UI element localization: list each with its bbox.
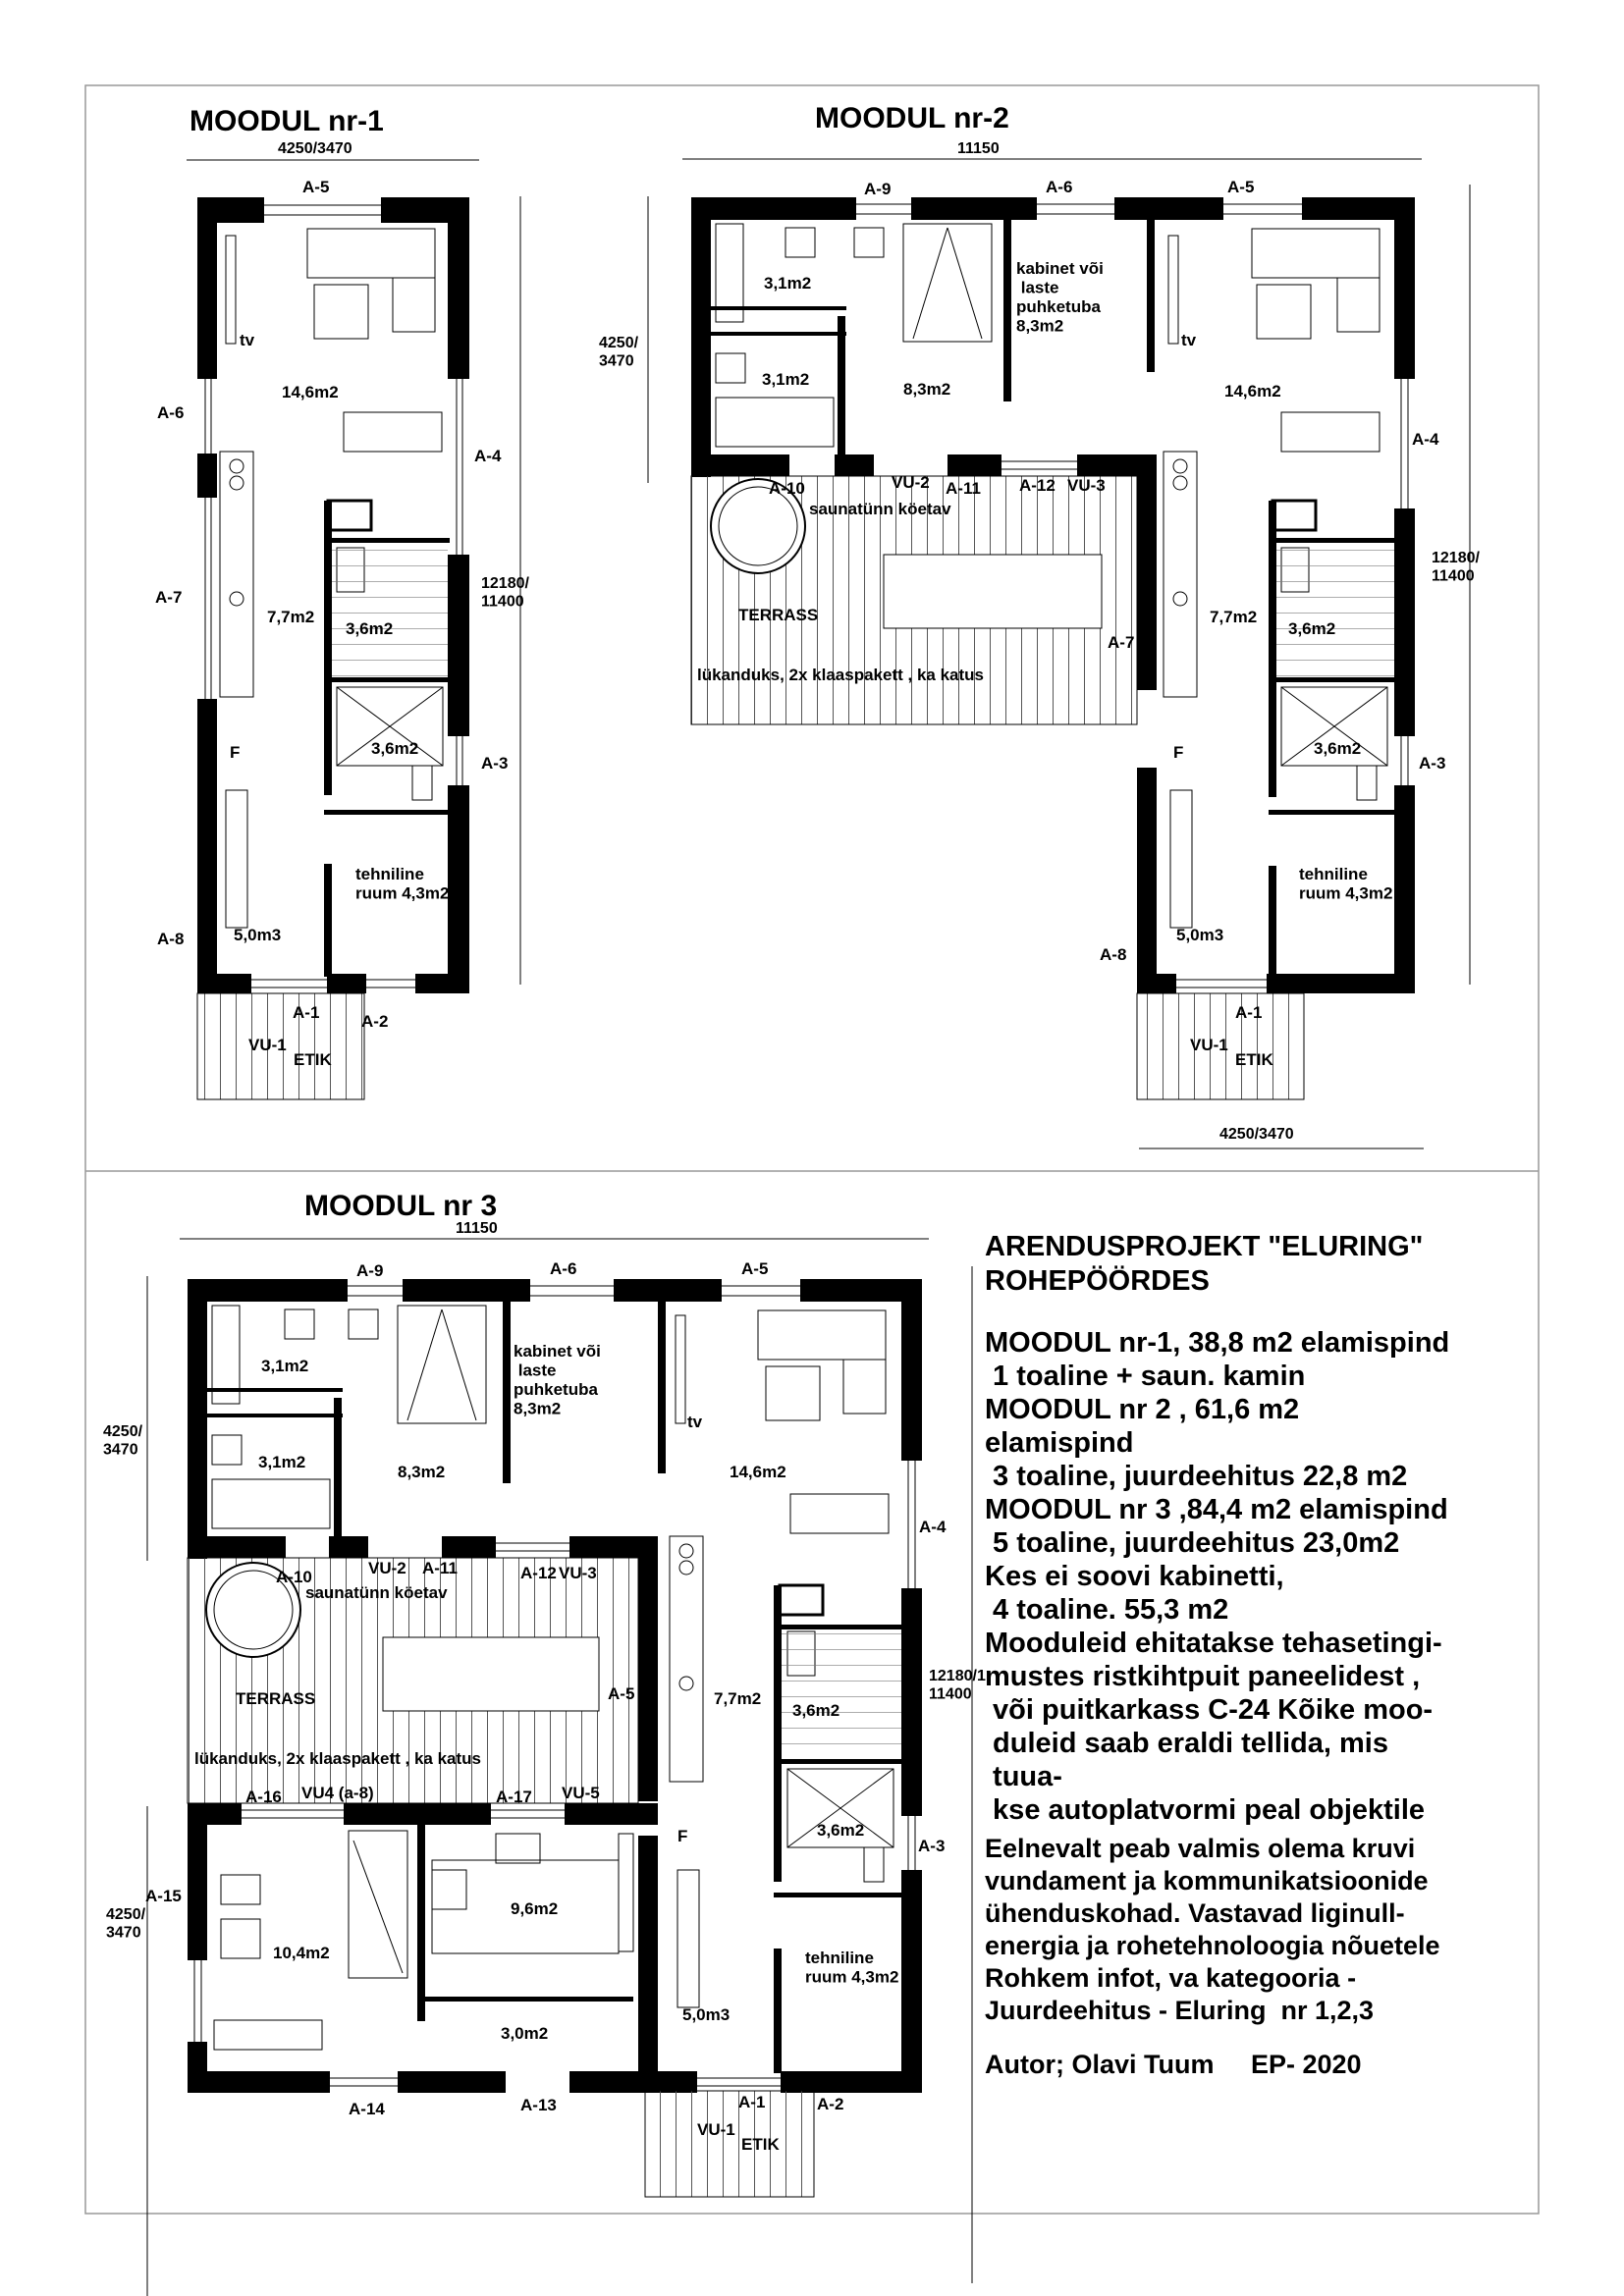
svg-text:A-10: A-10 [276, 1568, 312, 1586]
module-2-dim-bottom: 4250/3470 [1219, 1126, 1294, 1143]
desc-line: 3 toaline, juurdeehitus 22,8 m2 [985, 1461, 1408, 1492]
desc-line: Juurdeehitus - Eluring nr 1,2,3 [985, 1996, 1375, 2025]
module-1-door-vu1: VU-1 [248, 1036, 287, 1054]
svg-text:VU-1: VU-1 [697, 2120, 735, 2139]
svg-text:9,6m2: 9,6m2 [511, 1899, 559, 1918]
desc-line: või puitkarkass C-24 Kõike moo- [985, 1694, 1434, 1726]
svg-text:A-16: A-16 [245, 1788, 282, 1806]
desc-line: 5 toaline, juurdeehitus 23,0m2 [985, 1527, 1400, 1559]
svg-text:A-1: A-1 [738, 2093, 766, 2111]
svg-text:3,6m2: 3,6m2 [371, 739, 419, 758]
svg-text:5,0m3: 5,0m3 [234, 926, 282, 944]
svg-text:3,6m2: 3,6m2 [346, 619, 394, 638]
module-3-terrace-label: TERRASS [236, 1689, 316, 1708]
module-2-sauna-label: saunatünn köetav [809, 500, 951, 518]
svg-text:3,1m2: 3,1m2 [261, 1357, 309, 1375]
module-1-title: MOODUL nr-1 [189, 105, 384, 137]
desc-line: energia ja rohetehnoloogia nõuetele [985, 1931, 1440, 1960]
module-2-dim-right: 12180/ 11400 [1432, 550, 1480, 585]
desc-line: 1 toaline + saun. kamin [985, 1361, 1306, 1392]
svg-text:A-14: A-14 [349, 2100, 385, 2118]
module-3-porch [645, 2091, 814, 2197]
svg-text:7,7m2: 7,7m2 [714, 1689, 762, 1708]
svg-text:8,3m2: 8,3m2 [903, 380, 951, 399]
svg-text:A-13: A-13 [520, 2096, 557, 2114]
svg-text:A-5: A-5 [1227, 178, 1255, 196]
svg-text:14,6m2: 14,6m2 [1224, 382, 1281, 400]
desc-line: Rohkem infot, va kategooria - [985, 1963, 1357, 1993]
svg-text:A-7: A-7 [155, 588, 183, 607]
svg-text:A-5: A-5 [608, 1684, 635, 1703]
desc-line: duleid saab eraldi tellida, mis [985, 1728, 1388, 1759]
module-3-plan [103, 1190, 986, 2296]
svg-text:tehnilineruum 4,3m2: tehniline ruum 4,3m2 [355, 865, 450, 903]
svg-text:F: F [677, 1827, 688, 1845]
svg-text:A-6: A-6 [157, 403, 185, 422]
module-2-terrace-note: lükanduks, 2x klaaspakett , ka katus [697, 666, 984, 684]
desc-line: ühenduskohad. Vastavad liginull- [985, 1898, 1405, 1928]
svg-text:14,6m2: 14,6m2 [282, 383, 339, 401]
desc-line: mustes ristkihtpuit paneelidest , [985, 1661, 1421, 1692]
svg-text:A-3: A-3 [481, 754, 509, 773]
module-3-terrace-note: lükanduks, 2x klaaspakett , ka katus [194, 1749, 481, 1768]
module-1-plan [155, 105, 529, 1099]
svg-text:3,6m2: 3,6m2 [1314, 739, 1362, 758]
project-title-line-1: ARENDUSPROJEKT "ELURING" [985, 1231, 1424, 1262]
svg-text:7,7m2: 7,7m2 [267, 608, 315, 626]
svg-text:A-10: A-10 [769, 479, 805, 498]
desc-line: MOODUL nr 3 ,84,4 m2 elamispind [985, 1494, 1448, 1525]
module-2-dim-left: 4250/ 3470 [599, 335, 639, 370]
svg-text:VU-2: VU-2 [892, 473, 930, 492]
module-1-dim-side: 12180/ 11400 [481, 575, 529, 611]
module-3-dim-left-top: 4250/ 3470 [103, 1423, 143, 1459]
svg-text:kabinet või lastepuhketuba8,3m: kabinet või laste puhketuba 8,3m2 [514, 1342, 601, 1418]
svg-text:A-17: A-17 [496, 1788, 532, 1806]
desc-line: Kes ei soovi kabinetti, [985, 1561, 1284, 1592]
desc-line: MOODUL nr-1, 38,8 m2 elamispind [985, 1327, 1450, 1359]
module-1-porch-label: ETIK [294, 1050, 332, 1069]
svg-text:tehnilineruum 4,3m2: tehniline ruum 4,3m2 [805, 1949, 899, 1987]
desc-line: tuua- [985, 1761, 1062, 1792]
svg-text:A-15: A-15 [145, 1887, 182, 1905]
desc-line: elamispind [985, 1427, 1134, 1459]
svg-text:3,1m2: 3,1m2 [258, 1453, 306, 1471]
svg-text:A-1: A-1 [293, 1003, 320, 1022]
svg-text:A-6: A-6 [1046, 178, 1073, 196]
module-2-porch-label: ETIK [1235, 1050, 1273, 1069]
svg-text:A-8: A-8 [157, 930, 185, 948]
svg-text:A-4: A-4 [474, 447, 502, 465]
desc-line: kse autoplatvormi peal objektile [985, 1794, 1426, 1826]
svg-text:A-5: A-5 [741, 1259, 769, 1278]
module-2-dim-top: 11150 [957, 140, 1000, 157]
svg-text:10,4m2: 10,4m2 [273, 1944, 330, 1962]
svg-text:A-4: A-4 [919, 1518, 947, 1536]
svg-text:VU-3: VU-3 [1067, 476, 1106, 495]
svg-text:A-3: A-3 [918, 1837, 946, 1855]
svg-text:3,1m2: 3,1m2 [764, 274, 812, 293]
svg-text:tv: tv [687, 1413, 703, 1431]
svg-text:A-11: A-11 [422, 1559, 458, 1577]
svg-text:14,6m2: 14,6m2 [730, 1463, 786, 1481]
svg-text:kabinet või lastepuhketuba8,3m: kabinet või laste puhketuba 8,3m2 [1016, 259, 1104, 336]
module-1-dim-top: 4250/3470 [278, 140, 352, 157]
desc-line: MOODUL nr 2 , 61,6 m2 [985, 1394, 1300, 1425]
module-3-dim-right: 12180/1 11400 [929, 1668, 986, 1703]
svg-text:VU4 (a-8): VU4 (a-8) [301, 1784, 374, 1802]
svg-text:A-11: A-11 [946, 479, 981, 498]
desc-line: Eelnevalt peab valmis olema kruvi [985, 1834, 1416, 1863]
module-3-dim-top: 11150 [456, 1220, 498, 1237]
svg-text:F: F [230, 743, 241, 762]
svg-text:8,3m2: 8,3m2 [398, 1463, 446, 1481]
svg-text:A-9: A-9 [864, 180, 892, 198]
module-3-porch-label: ETIK [741, 2135, 780, 2154]
svg-text:tv: tv [1181, 331, 1197, 349]
svg-text:F: F [1173, 743, 1184, 762]
svg-text:3,6m2: 3,6m2 [792, 1701, 840, 1720]
svg-text:A-7: A-7 [1108, 633, 1135, 652]
svg-text:tehnilineruum 4,3m2: tehniline ruum 4,3m2 [1299, 865, 1393, 903]
module-2-title: MOODUL nr-2 [815, 102, 1009, 134]
module-3-dim-left-bottom: 4250/ 3470 [106, 1906, 146, 1942]
svg-text:A-6: A-6 [550, 1259, 577, 1278]
module-2-plan [599, 102, 1480, 1148]
svg-text:A-2: A-2 [817, 2095, 844, 2113]
desc-line: vundament ja kommunikatsioonide [985, 1866, 1429, 1896]
svg-text:3,6m2: 3,6m2 [1288, 619, 1336, 638]
module-2-terrace-label: TERRASS [738, 606, 819, 624]
svg-text:A-12: A-12 [520, 1564, 557, 1582]
author-line: Autor; Olavi Tuum EP- 2020 [985, 2050, 1362, 2079]
svg-text:tv: tv [240, 331, 255, 349]
svg-text:A-9: A-9 [356, 1261, 384, 1280]
module-3-sauna-label: saunatünn köetav [305, 1583, 448, 1602]
svg-text:A-2: A-2 [361, 1012, 389, 1031]
svg-text:3,0m2: 3,0m2 [501, 2024, 549, 2043]
svg-text:A-3: A-3 [1419, 754, 1446, 773]
svg-text:5,0m3: 5,0m3 [1176, 926, 1224, 944]
module-3-title: MOODUL nr 3 [304, 1190, 498, 1222]
svg-text:VU-2: VU-2 [368, 1559, 406, 1577]
project-title-line-2: ROHEPÖÖRDES [985, 1265, 1210, 1297]
svg-text:5,0m3: 5,0m3 [682, 2005, 731, 2024]
svg-text:3,6m2: 3,6m2 [817, 1821, 865, 1840]
svg-text:7,7m2: 7,7m2 [1210, 608, 1258, 626]
svg-text:VU-3: VU-3 [559, 1564, 597, 1582]
svg-text:3,1m2: 3,1m2 [762, 370, 810, 389]
svg-text:A-12: A-12 [1019, 476, 1056, 495]
desc-line: 4 toaline. 55,3 m2 [985, 1594, 1229, 1626]
svg-text:VU-1: VU-1 [1190, 1036, 1228, 1054]
desc-line: Mooduleid ehitatakse tehasetingi- [985, 1628, 1442, 1659]
svg-text:A-4: A-4 [1412, 430, 1439, 449]
svg-text:A-5: A-5 [302, 178, 330, 196]
svg-text:VU-5: VU-5 [562, 1784, 600, 1802]
project-description [985, 1230, 1594, 2081]
svg-text:A-1: A-1 [1235, 1003, 1263, 1022]
svg-text:A-8: A-8 [1100, 945, 1127, 964]
